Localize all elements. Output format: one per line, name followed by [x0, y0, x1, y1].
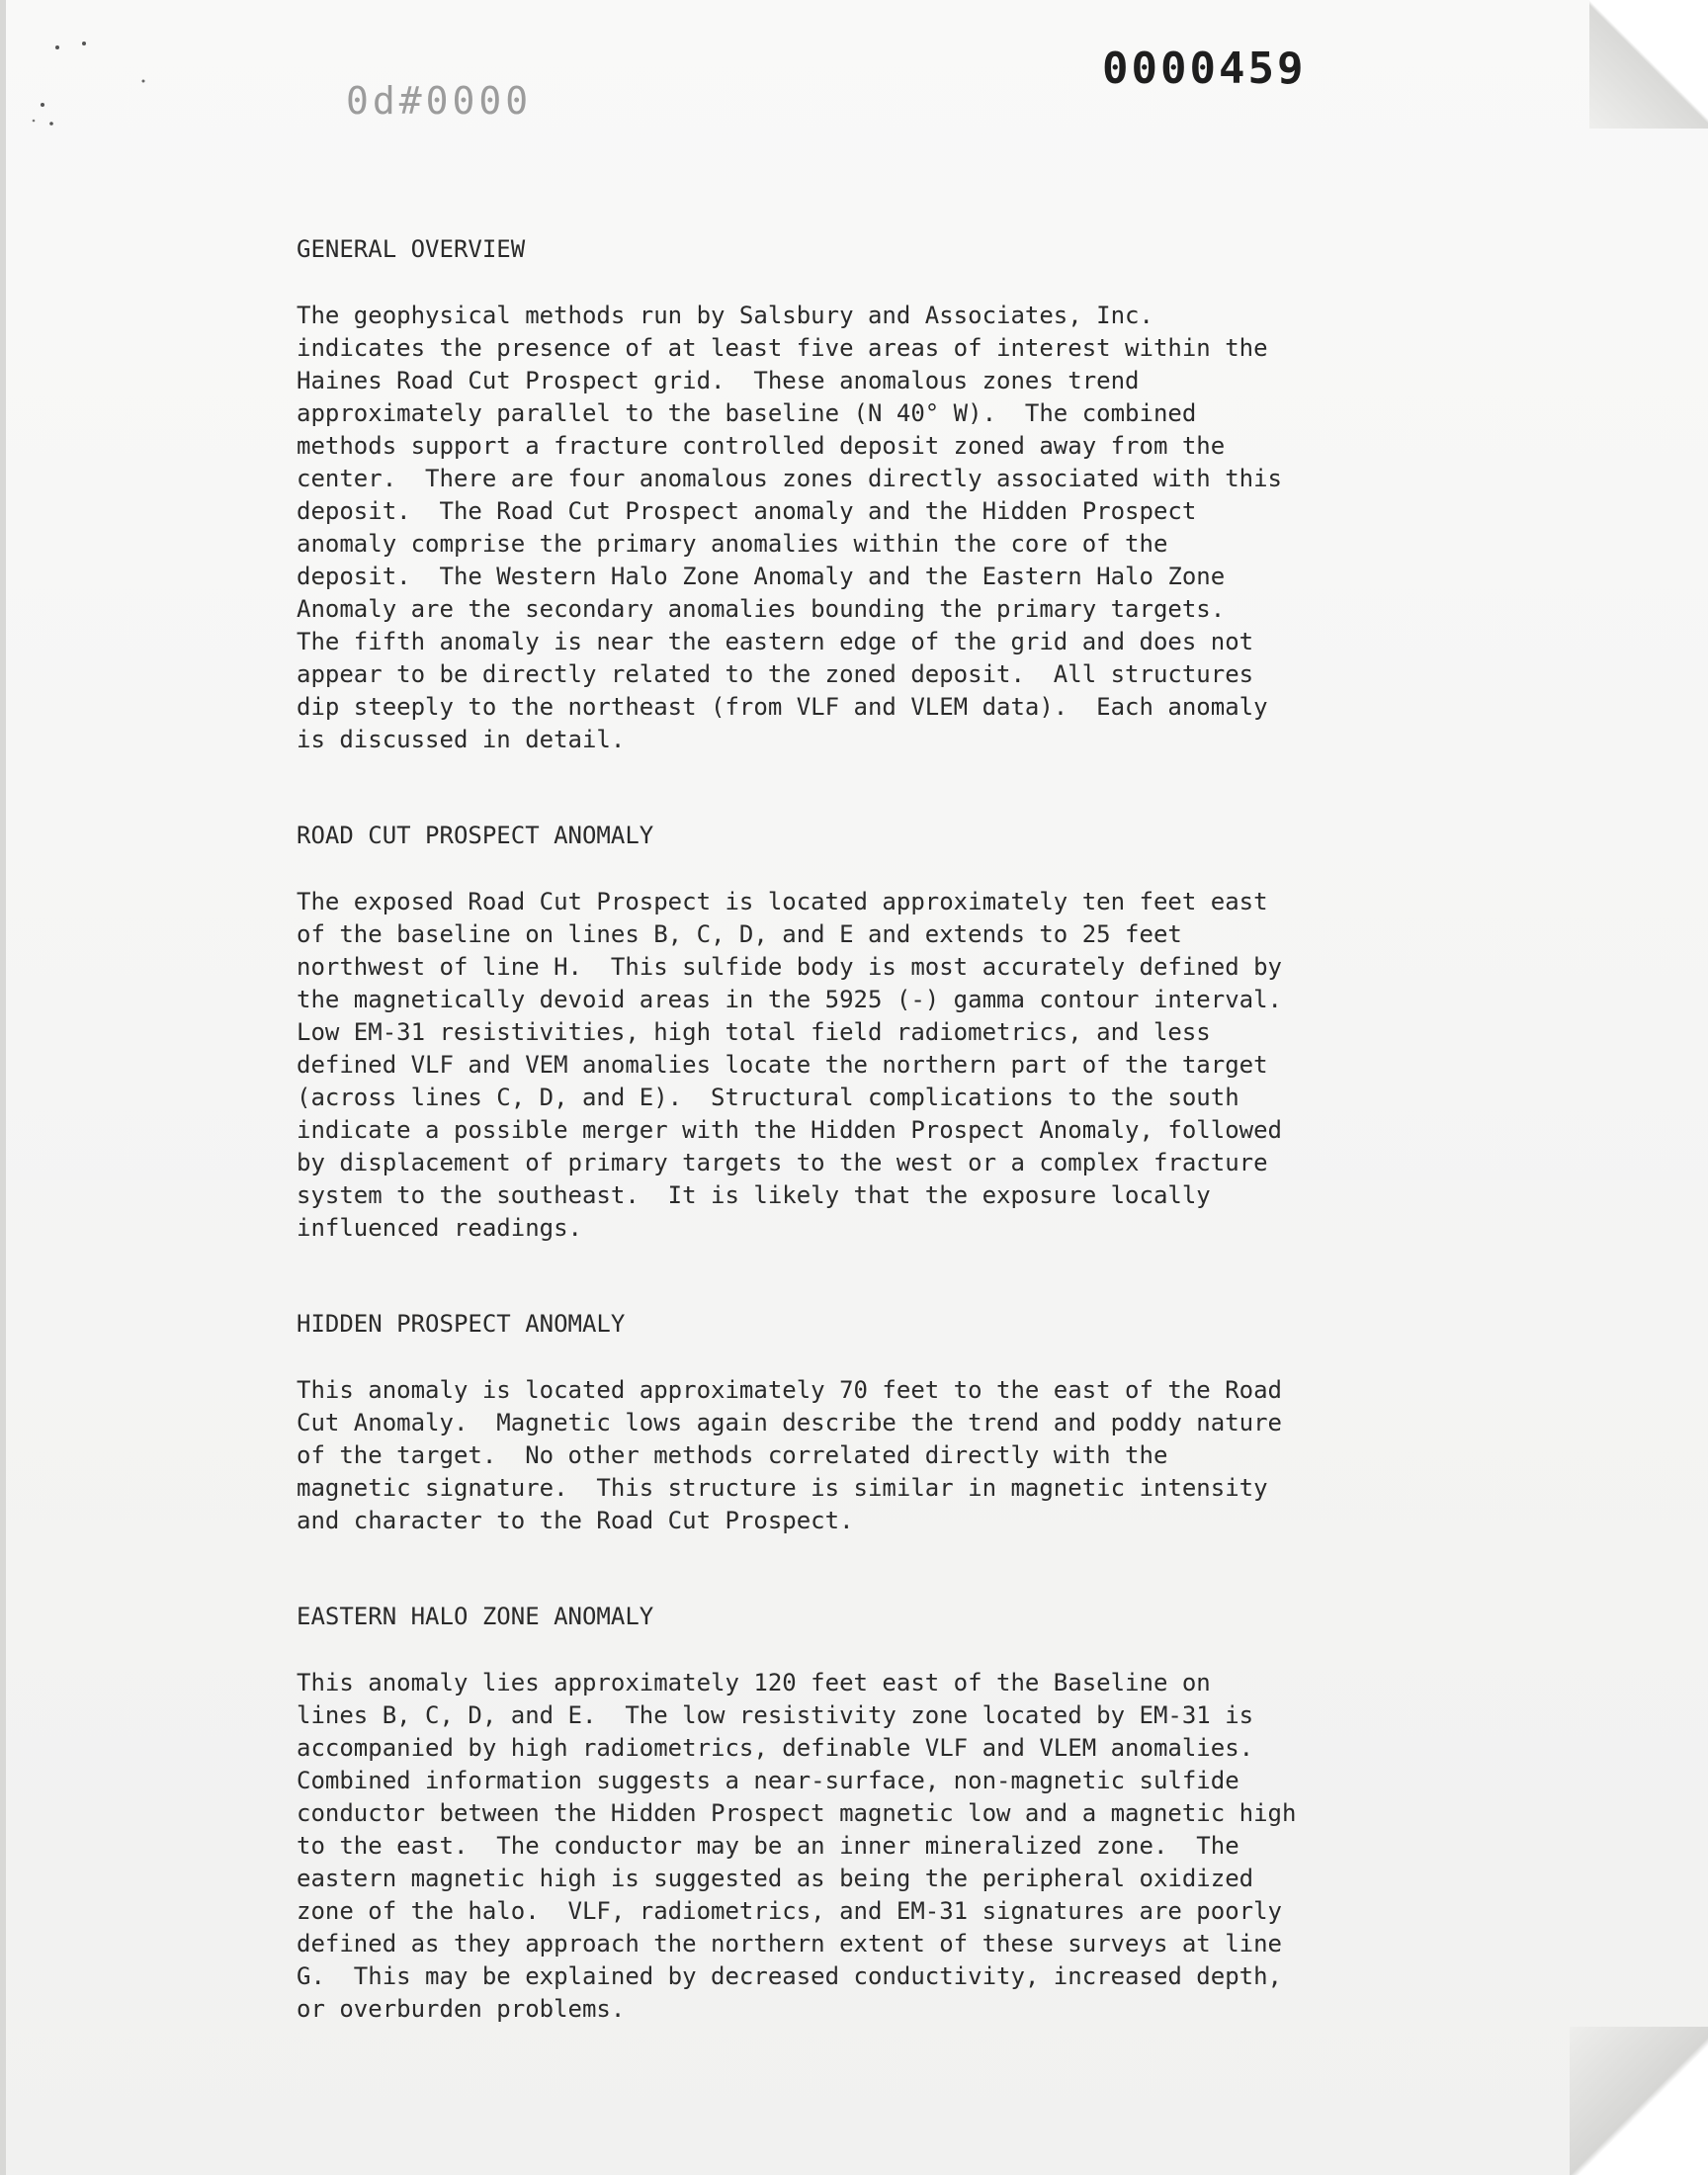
paragraph-line: The fifth anomaly is near the eastern edge of the grid and does not	[297, 628, 1254, 655]
paragraph-line: defined VLF and VEM anomalies locate the northern part of the target	[297, 1051, 1268, 1079]
paragraph-line: eastern magnetic high is suggested as being the peripheral oxidized	[297, 1865, 1254, 1892]
paragraph-line: magnetic signature. This structure is similar in magnetic intensity	[297, 1474, 1268, 1502]
paragraph-line: The exposed Road Cut Prospect is located approximately ten feet east	[297, 888, 1268, 915]
paragraph-line: zone of the halo. VLF, radiometrics, and EM-31 signatures are poorly	[297, 1897, 1282, 1925]
section-general-overview	[297, 233, 1483, 756]
paragraph-line: system to the southeast. It is likely that the exposure locally	[297, 1181, 1211, 1209]
paragraph-line: center. There are four anomalous zones directly associated with this	[297, 465, 1282, 492]
paragraph-line: methods support a fracture controlled deposit zoned away from the	[297, 432, 1226, 460]
paragraph-line: northwest of line H. This sulfide body is most accurately defined by	[297, 953, 1282, 981]
section-eastern-halo-zone-anomaly	[297, 1601, 1483, 2026]
paragraph-line: indicate a possible merger with the Hidden Prospect Anomaly, followed	[297, 1116, 1282, 1144]
section-heading: EASTERN HALO ZONE ANOMALY	[297, 1603, 654, 1630]
folded-corner-bottom	[1570, 2027, 1708, 2175]
paragraph-line: Cut Anomaly. Magnetic lows again describe the trend and poddy nature	[297, 1409, 1282, 1436]
paragraph-line: Haines Road Cut Prospect grid. These anomalous zones trend	[297, 367, 1140, 394]
section-heading: GENERAL OVERVIEW	[297, 235, 526, 263]
paragraph-line: This anomaly is located approximately 70 feet to the east of the Road	[297, 1376, 1282, 1404]
paragraph-line: the magnetically devoid areas in the 5925 (-) gamma contour interval.	[297, 986, 1282, 1013]
section-hidden-prospect-anomaly	[297, 1308, 1483, 1537]
paragraph-line: conductor between the Hidden Prospect magnetic low and a magnetic high	[297, 1799, 1297, 1827]
paragraph-line: is discussed in detail.	[297, 726, 626, 753]
paragraph-line: (across lines C, D, and E). Structural complications to the south	[297, 1084, 1239, 1111]
paragraph-line: dip steeply to the northeast (from VLF and VLEM data). Each anomaly	[297, 693, 1268, 721]
document-body	[297, 233, 1483, 2026]
bates-number: 0000459	[1102, 44, 1307, 94]
page-left-edge	[0, 0, 6, 2175]
paragraph-line: and character to the Road Cut Prospect.	[297, 1507, 854, 1534]
paragraph-line: Combined information suggests a near-surface, non-magnetic sulfide	[297, 1767, 1239, 1794]
paragraph-line: appear to be directly related to the zoned deposit. All structures	[297, 660, 1254, 688]
paragraph-line: approximately parallel to the baseline (N 40° W). The combined	[297, 399, 1197, 427]
paragraph-line: or overburden problems.	[297, 1995, 626, 2023]
paragraph-line: The geophysical methods run by Salsbury and Associates, Inc.	[297, 302, 1153, 329]
section-heading: HIDDEN PROSPECT ANOMALY	[297, 1310, 626, 1338]
paragraph-line: indicates the presence of at least five areas of interest within the	[297, 334, 1268, 362]
paragraph-line: deposit. The Western Halo Zone Anomaly and the Eastern Halo Zone	[297, 563, 1226, 590]
paragraph-line: Anomaly are the secondary anomalies bounding the primary targets.	[297, 595, 1226, 623]
paragraph-line: lines B, C, D, and E. The low resistivity zone located by EM-31 is	[297, 1701, 1254, 1729]
paragraph-line: This anomaly lies approximately 120 feet east of the Baseline on	[297, 1669, 1211, 1696]
paragraph-line: influenced readings.	[297, 1214, 582, 1242]
paragraph-line: of the baseline on lines B, C, D, and E and extends to 25 feet	[297, 920, 1182, 948]
paragraph-line: anomaly comprise the primary anomalies within the core of the	[297, 530, 1168, 558]
paper-specks	[25, 30, 153, 148]
section-road-cut-prospect-anomaly	[297, 820, 1483, 1245]
paragraph-line: Low EM-31 resistivities, high total field radiometrics, and less	[297, 1018, 1211, 1046]
paragraph-line: of the target. No other methods correlated directly with the	[297, 1441, 1168, 1469]
paragraph-line: defined as they approach the northern extent of these surveys at line	[297, 1930, 1282, 1958]
faint-document-number: 0d#0000	[346, 79, 533, 123]
paragraph-line: by displacement of primary targets to the west or a complex fracture	[297, 1149, 1268, 1176]
paragraph-line: to the east. The conductor may be an inner mineralized zone. The	[297, 1832, 1239, 1860]
paragraph-line: G. This may be explained by decreased conductivity, increased depth,	[297, 1962, 1282, 1990]
paragraph-line: accompanied by high radiometrics, definable VLF and VLEM anomalies.	[297, 1734, 1254, 1762]
section-heading: ROAD CUT PROSPECT ANOMALY	[297, 822, 654, 849]
paragraph-line: deposit. The Road Cut Prospect anomaly and the Hidden Prospect	[297, 497, 1197, 525]
folded-corner-top	[1589, 0, 1708, 129]
